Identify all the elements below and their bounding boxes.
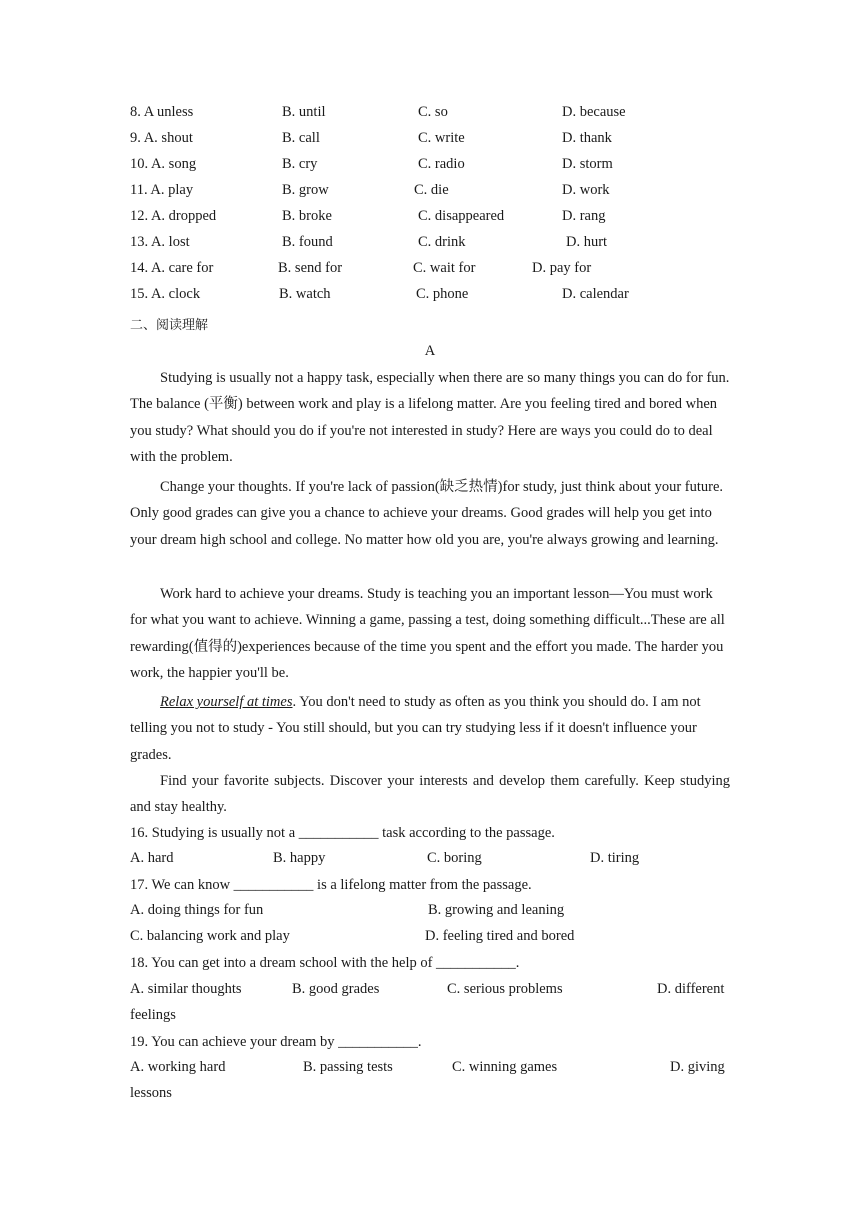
section-heading: 二、阅读理解 (130, 318, 209, 333)
option-d: D. rang (562, 208, 606, 224)
option-d: D. hurt (566, 234, 608, 250)
option-c: C. drink (418, 234, 466, 250)
answer-option: B. passing tests (303, 1059, 393, 1075)
answer-option: D. tiring (590, 850, 640, 866)
option-c: C. wait for (413, 260, 476, 276)
option-c: C. radio (418, 156, 465, 172)
option-a: 14. A. care for (130, 260, 214, 276)
answer-option: A. hard (130, 850, 174, 866)
option-b: B. broke (282, 208, 332, 224)
option-c: C. phone (416, 286, 469, 302)
option-a: 9. A. shout (130, 130, 193, 146)
option-d: D. storm (562, 156, 613, 172)
option-b: B. grow (282, 182, 329, 198)
option-b: B. until (282, 104, 326, 120)
option-a: 12. A. dropped (130, 208, 217, 224)
option-a: 13. A. lost (130, 234, 190, 250)
passage-paragraph: Find your favorite subjects. Discover your interests and develop them carefully. Keep studying and stay healthy. (130, 773, 730, 816)
answer-option-wrap: lessons (130, 1085, 172, 1101)
passage-label: A (424, 343, 436, 359)
question-stem: 17. We can know ___________ is a lifelong matter from the passage. (130, 877, 532, 893)
answer-option: D. giving (670, 1059, 725, 1075)
answer-option: A. working hard (130, 1059, 226, 1075)
option-b: B. watch (279, 286, 331, 302)
passage-paragraph: Work hard to achieve your dreams. Study is teaching you an important lesson—You must work for what you want to achieve. Winning a game, passing a test, doing something difficult...These are all rewarding(值得的)experiences because of the time you spent and the effort you made. The harder you work, the happier you'll be. (130, 586, 725, 681)
question-stem: 16. Studying is usually not a ___________ task according to the passage. (130, 825, 555, 841)
option-c: C. die (414, 182, 449, 198)
answer-option: C. balancing work and play (130, 928, 290, 944)
option-c: C. write (418, 130, 465, 146)
option-d: D. work (562, 182, 610, 198)
emphasized-phrase: Relax yourself at times (160, 694, 293, 710)
option-c: C. so (418, 104, 448, 120)
option-a: 10. A. song (130, 156, 197, 172)
passage-paragraph: Change your thoughts. If you're lack of passion(缺乏热情)for study, just think about your future. Only good grades can give you a chance to achieve your dreams. Good grades will help you get into your dream high school and college. No matter how old you are, you're always growing and learning. (130, 479, 724, 548)
answer-option: D. feeling tired and bored (425, 928, 575, 944)
option-b: B. cry (282, 156, 318, 172)
option-c: C. disappeared (418, 208, 505, 224)
option-d: D. calendar (562, 286, 629, 302)
answer-option: C. winning games (452, 1059, 558, 1075)
option-a: 8. A unless (130, 104, 194, 120)
answer-option: C. serious problems (447, 981, 563, 997)
question-stem: 18. You can get into a dream school with the help of ___________. (130, 955, 520, 971)
answer-option-wrap: feelings (130, 1007, 176, 1023)
answer-option: D. different (657, 981, 725, 997)
answer-option: C. boring (427, 850, 482, 866)
option-a: 11. A. play (130, 182, 194, 198)
passage-paragraph: Studying is usually not a happy task, especially when there are so many things you can do for fun. The balance (平衡) between work and play is a lifelong matter. Are you feeling tired and bored when you study? What should you do if you're not interested in study? Here are ways you could do to deal with the problem. (130, 370, 730, 465)
paragraph-text: . You don't need to study as often as you think you should do. I am not telling you not to study - You still should, but you can try studying less if it doesn't influence your grades. (130, 694, 701, 763)
question-stem: 19. You can achieve your dream by ___________. (130, 1034, 422, 1050)
option-d: D. because (562, 104, 626, 120)
option-d: D. pay for (532, 260, 592, 276)
passage-paragraph (130, 689, 730, 768)
answer-option: B. happy (273, 850, 326, 866)
option-b: B. found (282, 234, 333, 250)
answer-option: A. similar thoughts (130, 981, 242, 997)
option-b: B. call (282, 130, 320, 146)
answer-option: B. good grades (292, 981, 380, 997)
answer-option: A. doing things for fun (130, 902, 264, 918)
answer-option: B. growing and leaning (428, 902, 565, 918)
option-b: B. send for (278, 260, 343, 276)
option-a: 15. A. clock (130, 286, 201, 302)
option-d: D. thank (562, 130, 612, 146)
